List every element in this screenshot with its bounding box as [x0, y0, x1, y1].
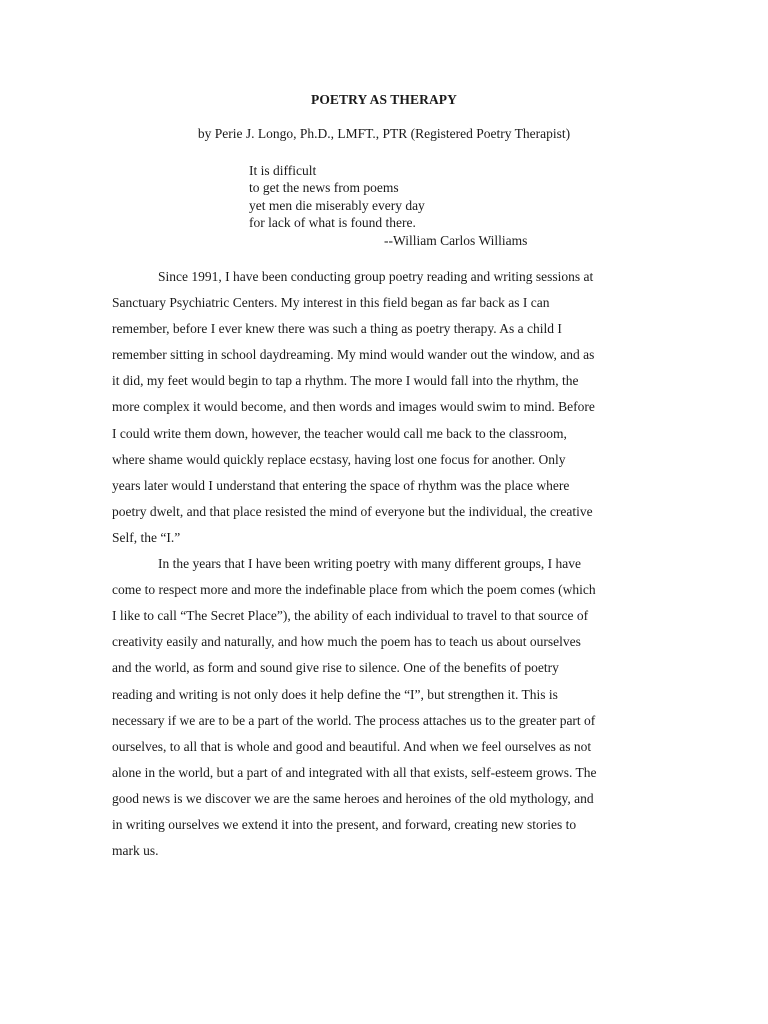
- paragraph-line: I like to call “The Secret Place”), the ability of each individual to travel to that source of: [112, 608, 589, 624]
- paragraph-line: remember, before I ever knew there was such a thing as poetry therapy. As a child I: [112, 321, 562, 337]
- paragraph-line: come to respect more and more the indefinable place from which the poem comes (which: [112, 582, 596, 598]
- paragraph-line: poetry dwelt, and that place resisted the mind of everyone but the individual, the creative: [112, 503, 593, 519]
- paragraph-line: ourselves, to all that is whole and good and beautiful. And when we feel ourselves as not: [112, 738, 592, 754]
- paragraph-line: reading and writing is not only does it help define the “I”, but strengthen it. This is: [112, 686, 558, 702]
- epigraph-line: for lack of what is found there.: [249, 215, 416, 231]
- paragraph-line: I could write them down, however, the teacher would call me back to the classroom,: [112, 425, 567, 441]
- epigraph: [249, 162, 569, 249]
- paragraph-line: good news is we discover we are the same heroes and heroines of the old mythology, and: [112, 790, 594, 806]
- paragraph-2: [112, 551, 672, 864]
- paragraph-line: creativity easily and naturally, and how much the poem has to teach us about ourselves: [112, 634, 581, 650]
- paragraph-line: it did, my feet would begin to tap a rhythm. The more I would fall into the rhythm, the: [112, 373, 579, 389]
- paragraph-line: in writing ourselves we extend it into the present, and forward, creating new stories to: [112, 816, 577, 832]
- paragraph-line: Since 1991, I have been conducting group poetry reading and writing sessions at: [158, 269, 594, 284]
- paragraph-line: Sanctuary Psychiatric Centers. My interest in this field began as far back as I can: [112, 295, 550, 311]
- paragraph-line: remember sitting in school daydreaming. My mind would wander out the window, and as: [112, 347, 595, 363]
- epigraph-line: yet men die miserably every day: [249, 197, 425, 213]
- epigraph-line: to get the news from poems: [249, 180, 399, 196]
- author-byline: by Perie J. Longo, Ph.D., LMFT., PTR (Registered Poetry Therapist): [197, 126, 571, 141]
- paragraph-line: Self, the “I.”: [112, 529, 181, 545]
- paragraph-line: In the years that I have been writing poetry with many different groups, I have: [158, 556, 581, 572]
- paragraph-line: more complex it would become, and then words and images would swim to mind. Before: [112, 399, 595, 415]
- document-title: POETRY AS THERAPY: [310, 92, 457, 107]
- paragraph-line: where shame would quickly replace ecstasy, having lost one focus for another. Only: [112, 451, 566, 467]
- paragraph-line: mark us.: [112, 843, 159, 859]
- paragraph-line: and the world, as form and sound give rise to silence. One of the benefits of poetry: [112, 660, 559, 676]
- epigraph-attribution: --William Carlos Williams: [384, 232, 528, 248]
- paragraph-1: [112, 264, 672, 551]
- paragraph-line: years later would I understand that entering the space of rhythm was the place where: [112, 477, 570, 493]
- body-text: [112, 264, 672, 864]
- paragraph-line: alone in the world, but a part of and integrated with all that exists, self-esteem grows. The: [112, 764, 597, 780]
- epigraph-line: It is difficult: [249, 163, 317, 178]
- paragraph-line: necessary if we are to be a part of the world. The process attaches us to the greater part of: [112, 712, 596, 728]
